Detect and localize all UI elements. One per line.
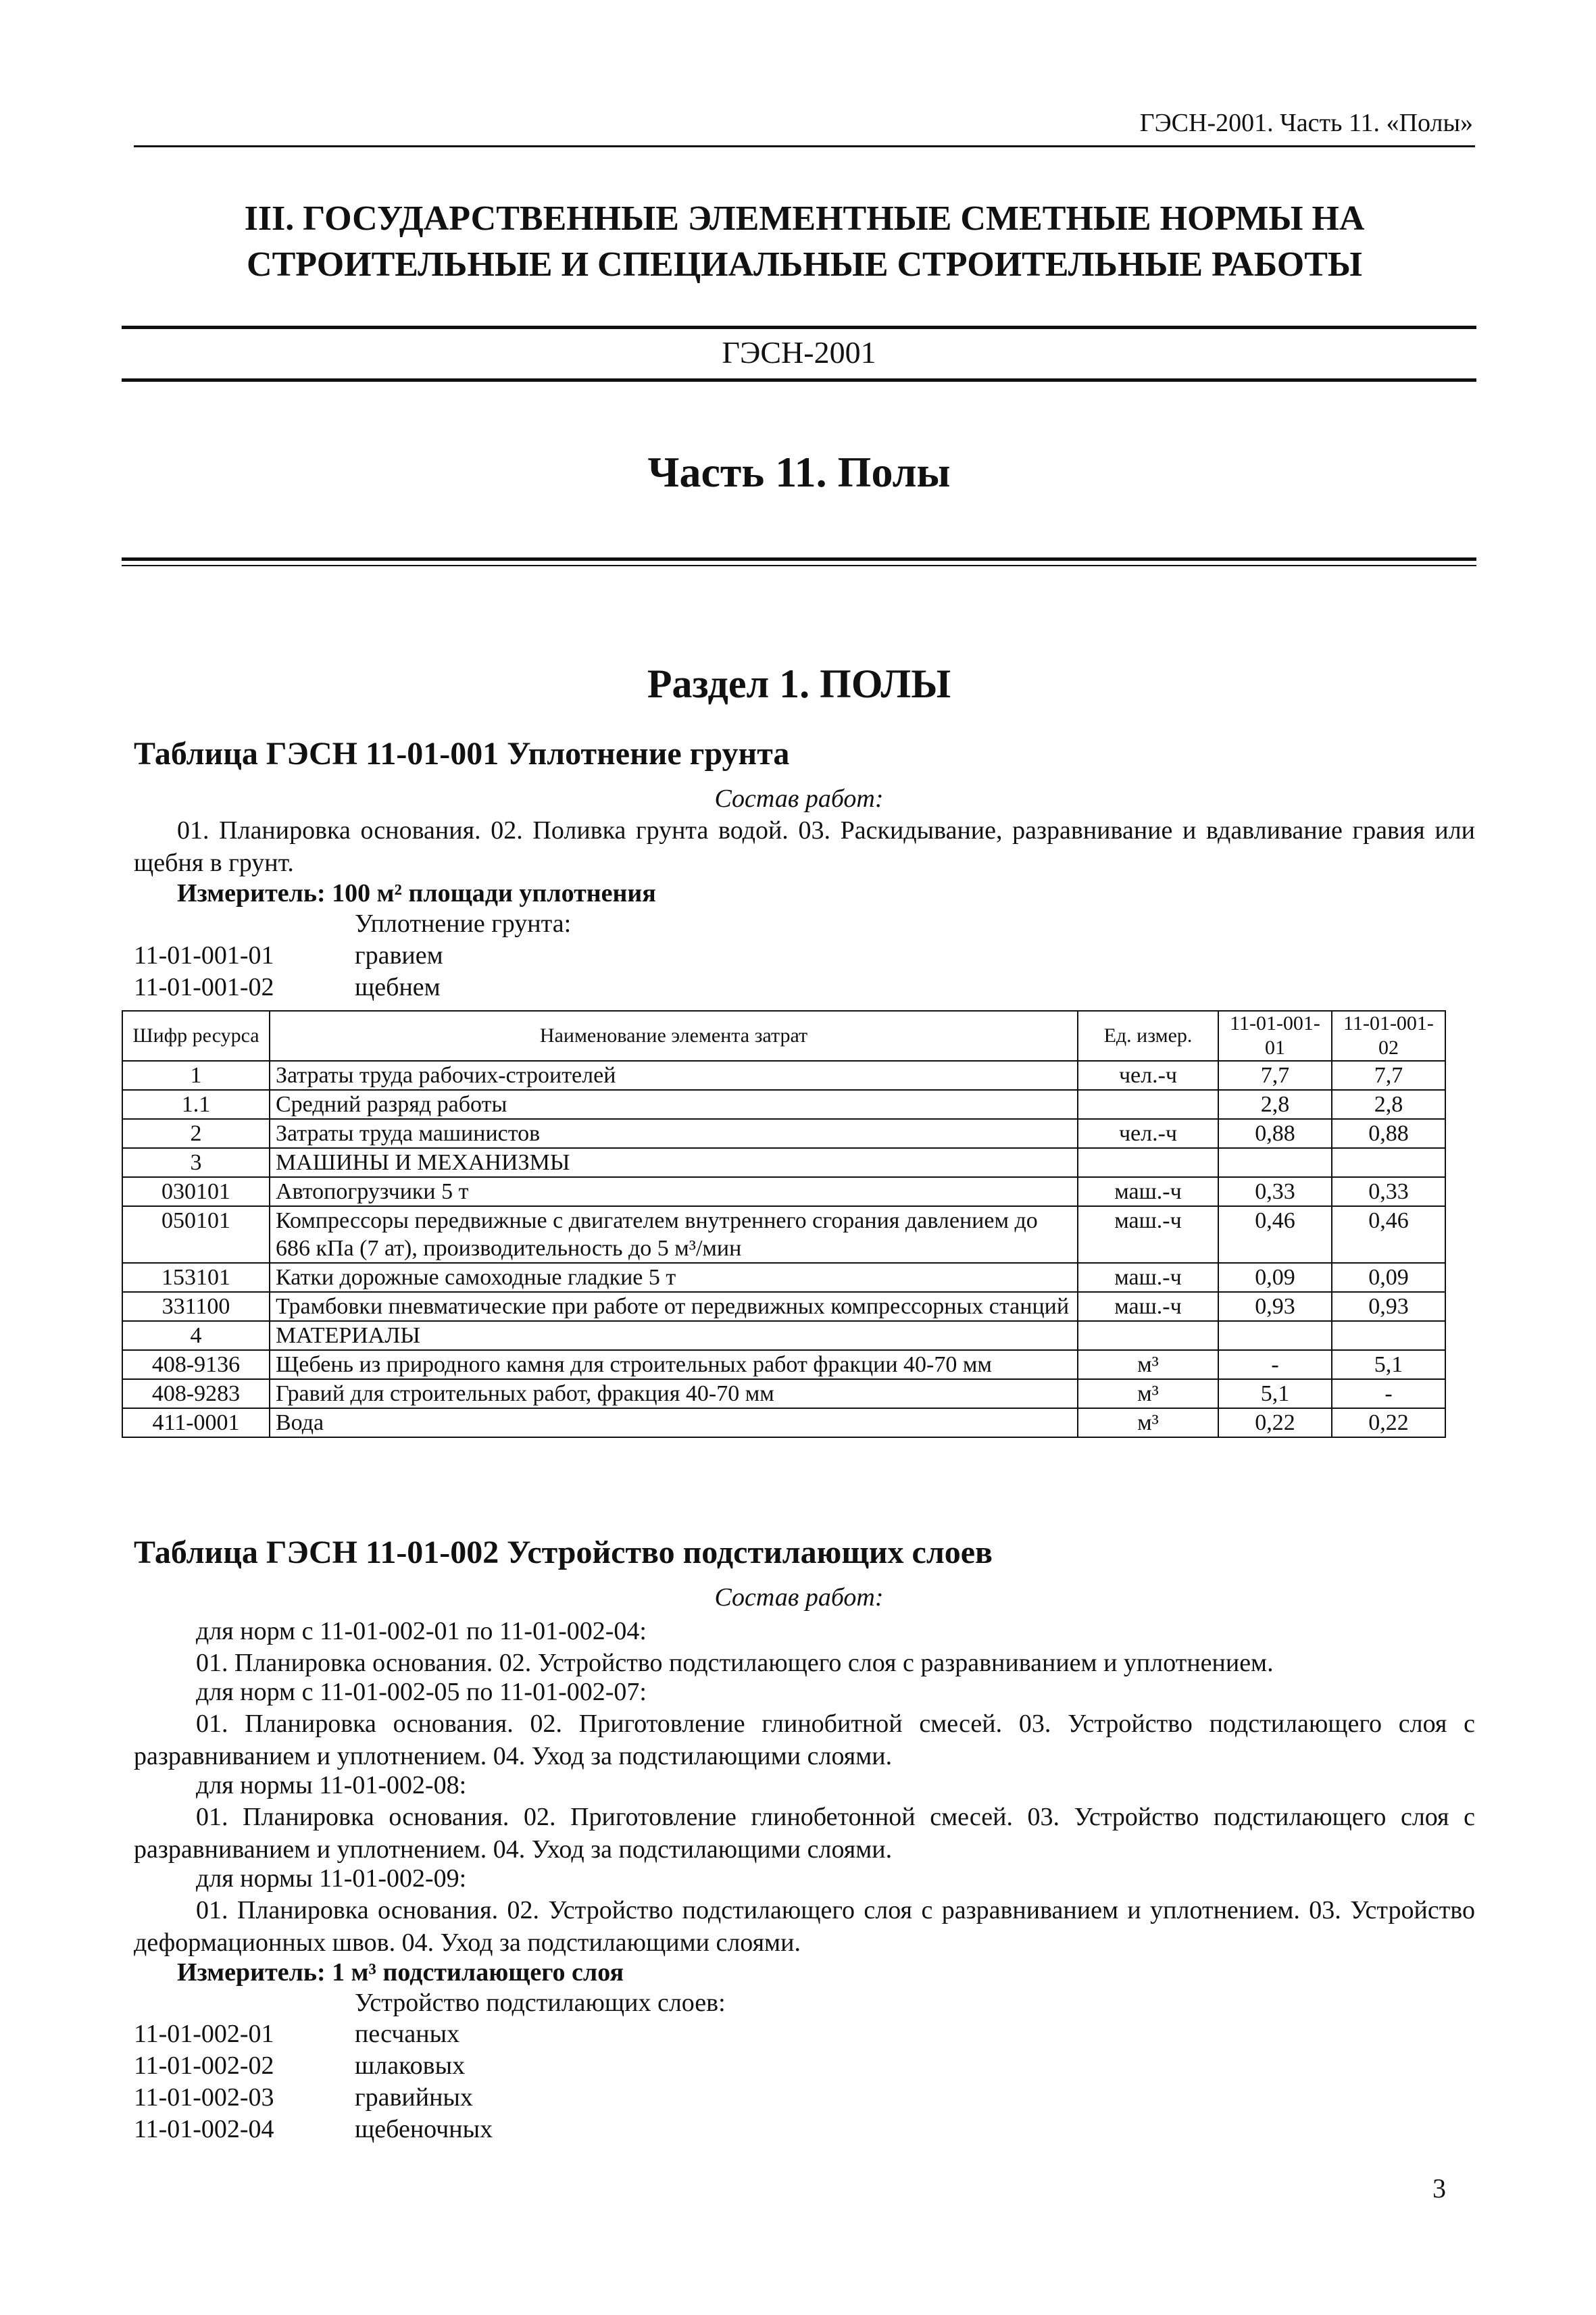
gesn-bottom-rule [122, 378, 1476, 382]
table1-norm-code: 11-01-001-02 [134, 973, 274, 1001]
table1-composition-text: 01. Планировка основания. 02. Поливка грунта водой. 03. Раскидывание, разравнивание и вдавливание гравия или щебня в грунт. [134, 816, 1475, 877]
running-header: ГЭСН-2001. Часть 11. «Полы» [1139, 109, 1473, 137]
row-code: 1.1 [122, 1090, 270, 1119]
gesn-top-rule [122, 326, 1476, 329]
main-title-line2: СТРОИТЕЛЬНЫЕ И СПЕЦИАЛЬНЫЕ СТРОИТЕЛЬНЫЕ РАБОТЫ [247, 245, 1362, 284]
table1-norm-code: 11-01-001-01 [134, 941, 274, 970]
main-title-line1: III. ГОСУДАРСТВЕННЫЕ ЭЛЕМЕНТНЫЕ СМЕТНЫЕ НОРМЫ НА [244, 199, 1365, 238]
page-number: 3 [1432, 2173, 1446, 2204]
table-row [122, 1321, 1445, 1350]
col-header-v2: 11-01-001-02 [1332, 1011, 1445, 1061]
row-v1: - [1218, 1350, 1332, 1379]
part-rule-thick [122, 557, 1476, 561]
row-name: Гравий для строительных работ, фракция 40-70 мм [270, 1379, 1078, 1408]
row-v2: 7,7 [1332, 1061, 1445, 1090]
row-unit: маш.-ч [1078, 1177, 1218, 1206]
table1-norm-group: Уплотнение грунта: [355, 910, 572, 938]
table2-norm-code: 11-01-002-03 [134, 2083, 274, 2112]
row-name: Средний разряд работы [270, 1090, 1078, 1119]
row-unit [1078, 1148, 1218, 1177]
table2-text: 01. Планировка основания. 02. Приготовление глинобетонной смесей. 03. Устройство подстилающего слоя с разравниванием и уплотнением. 04. Уход за подстилающими слоями. [134, 1803, 1475, 1864]
section-title: Раздел 1. ПОЛЫ [647, 662, 951, 706]
row-unit: маш.-ч [1078, 1263, 1218, 1292]
table2-scope: для нормы 11-01-002-09: [196, 1864, 467, 1893]
row-unit [1078, 1321, 1218, 1350]
table-row [122, 1119, 1445, 1148]
main-title [134, 196, 1475, 288]
table2-norm-code: 11-01-002-04 [134, 2115, 274, 2143]
row-code: 4 [122, 1321, 270, 1350]
row-name: Автопогрузчики 5 т [270, 1177, 1078, 1206]
table1-norm-name: гравием [355, 941, 443, 970]
table2-norm-name: щебеночных [355, 2115, 493, 2143]
row-v2: - [1332, 1379, 1445, 1408]
part-rule-thin [122, 565, 1476, 566]
table2-text: 01. Планировка основания. 02. Устройство подстилающего слоя с разравниванием и уплотнением. [196, 1649, 1274, 1677]
row-code: 3 [122, 1148, 270, 1177]
table2-norm-group: Устройство подстилающих слоев: [355, 1989, 726, 2017]
row-v1: 0,22 [1218, 1408, 1332, 1437]
table2-composition-heading: Состав работ: [714, 1583, 884, 1612]
table2-scope: для норм с 11-01-002-05 по 11-01-002-07: [196, 1678, 647, 1706]
row-code: 153101 [122, 1263, 270, 1292]
gesn-label: ГЭСН-2001 [722, 335, 876, 370]
table-row [122, 1090, 1445, 1119]
row-code: 331100 [122, 1292, 270, 1321]
row-v1: 0,09 [1218, 1263, 1332, 1292]
table-row [122, 1350, 1445, 1379]
row-v2 [1332, 1321, 1445, 1350]
table-row [122, 1408, 1445, 1437]
part-title: Часть 11. Полы [647, 448, 951, 496]
table-header-row [122, 1011, 1445, 1061]
row-unit: маш.-ч [1078, 1292, 1218, 1321]
row-code: 408-9136 [122, 1350, 270, 1379]
table1-title: Таблица ГЭСН 11-01-001 Уплотнение грунта [134, 736, 790, 772]
row-v1: 0,46 [1218, 1206, 1332, 1263]
row-v2: 2,8 [1332, 1090, 1445, 1119]
table-row [122, 1177, 1445, 1206]
row-v2: 0,93 [1332, 1292, 1445, 1321]
row-unit: чел.-ч [1078, 1061, 1218, 1090]
table2-text: 01. Планировка основания. 02. Устройство подстилающего слоя с разравниванием и уплотнением. 03. Устройство деформационных швов. 04. Уход за подстилающими слоями. [134, 1896, 1475, 1957]
table2-text: 01. Планировка основания. 02. Приготовление глинобитной смесей. 03. Устройство подстилающего слоя с разравниванием и уплотнением. 04. Уход за подстилающими слоями. [134, 1710, 1475, 1770]
row-code: 050101 [122, 1206, 270, 1263]
row-name: Трамбовки пневматические при работе от передвижных компрессорных станций [270, 1292, 1078, 1321]
row-v1: 7,7 [1218, 1061, 1332, 1090]
row-name: Затраты труда машинистов [270, 1119, 1078, 1148]
table-row [122, 1292, 1445, 1321]
row-name: МАШИНЫ И МЕХАНИЗМЫ [270, 1148, 1078, 1177]
row-name: МАТЕРИАЛЫ [270, 1321, 1078, 1350]
row-unit: чел.-ч [1078, 1119, 1218, 1148]
row-unit: маш.-ч [1078, 1206, 1218, 1263]
table-row [122, 1263, 1445, 1292]
row-v2: 0,22 [1332, 1408, 1445, 1437]
row-code: 030101 [122, 1177, 270, 1206]
table-row [122, 1379, 1445, 1408]
row-v1: 0,33 [1218, 1177, 1332, 1206]
row-v2: 0,88 [1332, 1119, 1445, 1148]
row-name: Катки дорожные самоходные гладкие 5 т [270, 1263, 1078, 1292]
row-code: 1 [122, 1061, 270, 1090]
row-v1: 0,93 [1218, 1292, 1332, 1321]
row-code: 411-0001 [122, 1408, 270, 1437]
table1-measure: Измеритель: 100 м² площади уплотнения [177, 879, 656, 907]
col-header-unit: Ед. измер. [1078, 1011, 1218, 1061]
col-header-name: Наименование элемента затрат [270, 1011, 1078, 1061]
table2-norm-code: 11-01-002-02 [134, 2051, 274, 2080]
header-rule [134, 145, 1475, 147]
table2-norm-code: 11-01-002-01 [134, 2020, 274, 2048]
table1-norm-name: щебнем [355, 973, 441, 1001]
row-unit [1078, 1090, 1218, 1119]
row-v2: 5,1 [1332, 1350, 1445, 1379]
row-unit: м³ [1078, 1379, 1218, 1408]
row-name: Щебень из природного камня для строительных работ фракции 40-70 мм [270, 1350, 1078, 1379]
table2-scope: для нормы 11-01-002-08: [196, 1771, 467, 1799]
row-v1 [1218, 1148, 1332, 1177]
row-unit: м³ [1078, 1350, 1218, 1379]
table-row [122, 1206, 1445, 1263]
row-v2 [1332, 1148, 1445, 1177]
row-name: Затраты труда рабочих-строителей [270, 1061, 1078, 1090]
col-header-code: Шифр ресурса [122, 1011, 270, 1061]
table-row [122, 1148, 1445, 1177]
table2-norm-name: шлаковых [355, 2051, 466, 2080]
row-name: Компрессоры передвижные с двигателем внутреннего сгорания давлением до 686 кПа (7 ат), производительность до 5 м³/мин [270, 1206, 1078, 1263]
col-header-v1: 11-01-001-01 [1218, 1011, 1332, 1061]
row-name: Вода [270, 1408, 1078, 1437]
table1-composition-heading: Состав работ: [714, 785, 884, 813]
table-row [122, 1061, 1445, 1090]
table2-scope: для норм с 11-01-002-01 по 11-01-002-04: [196, 1617, 647, 1645]
row-v1 [1218, 1321, 1332, 1350]
table2-measure: Измеритель: 1 м³ подстилающего слоя [177, 1958, 624, 1987]
table2-title: Таблица ГЭСН 11-01-002 Устройство подстилающих слоев [134, 1535, 993, 1570]
row-unit: м³ [1078, 1408, 1218, 1437]
row-v1: 2,8 [1218, 1090, 1332, 1119]
table2-norm-name: гравийных [355, 2083, 473, 2112]
row-v1: 5,1 [1218, 1379, 1332, 1408]
row-v2: 0,09 [1332, 1263, 1445, 1292]
row-code: 2 [122, 1119, 270, 1148]
row-code: 408-9283 [122, 1379, 270, 1408]
row-v1: 0,88 [1218, 1119, 1332, 1148]
table2-norm-name: песчаных [355, 2020, 460, 2048]
row-v2: 0,33 [1332, 1177, 1445, 1206]
row-v2: 0,46 [1332, 1206, 1445, 1263]
cost-table [122, 1010, 1446, 1438]
